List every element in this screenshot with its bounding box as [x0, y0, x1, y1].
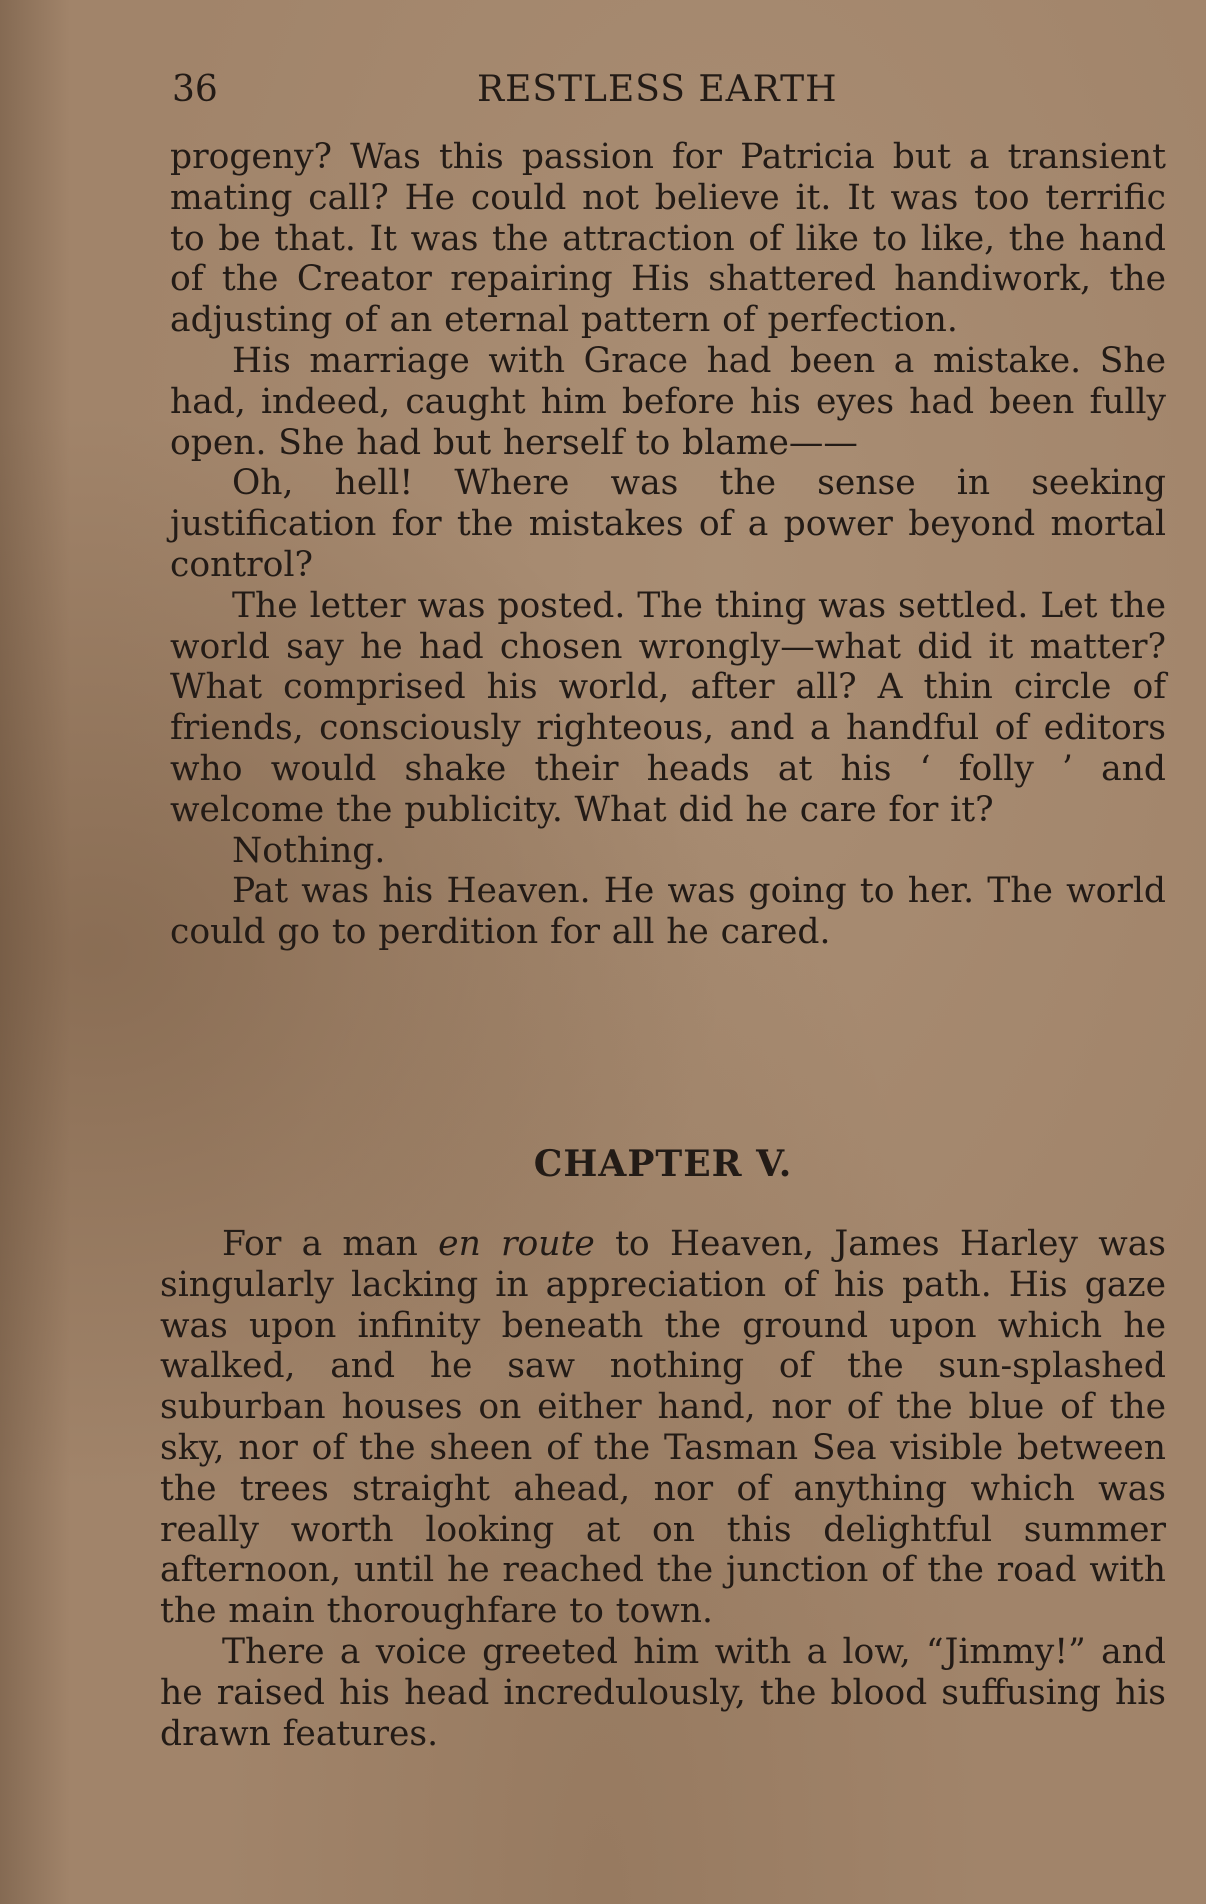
- chapter-heading: CHAPTER V.: [533, 1143, 793, 1185]
- paragraph-pat-heaven: Pat was his Heaven. He was going to her. The world could go to perdition for all he cared.: [170, 871, 1166, 953]
- running-title: RESTLESS EARTH: [477, 69, 838, 110]
- running-head: [172, 66, 1172, 114]
- chapter-paragraph-1-start: For a man: [222, 1224, 439, 1264]
- chapter-paragraph-2: There a voice greeted him with a low, “Jimmy!” and he raised his head incredulously, the blood suffusing his drawn features.: [160, 1631, 1166, 1754]
- italic-en-route: en route: [438, 1224, 595, 1264]
- chapter-paragraph-1-rest: to Heaven, James Harley was singularly lacking in appreciation of his path. His gaze was upon infinity beneath the ground upon which he walked, and he saw nothing of the sun-splashed suburban houses on either hand, nor of the blue of the sky, nor of the sheen of the Tasman Sea visible between the trees straight ahead, nor of anything which was really worth looking at on this delightful summer afternoon, until he reached the junction of the road with the main thoroughfare to town.: [160, 1224, 1167, 1632]
- page-edge-shadow: [0, 0, 70, 1904]
- paragraph-nothing: Nothing.: [232, 830, 386, 871]
- chapter-paragraph-1: [160, 1224, 1166, 1632]
- paragraph-letter-posted: The letter was posted. The thing was settled. Let the world say he had chosen wrongly—what did it matter? What comprised his world, after all? A thin circle of friends, consciously righteous, and a handful of editors who would shake their heads at his ‘ folly ’ and welcome the publicity. What did he care for it?: [170, 585, 1166, 830]
- body-text: [170, 137, 1166, 953]
- paragraph-marriage: His marriage with Grace had been a mistake. She had, indeed, caught him before his eyes had been fully open. She had but herself to blame——: [170, 340, 1166, 463]
- paragraph-continuation: progeny? Was this passion for Patricia but a transient mating call? He could not believe it. It was too terrific to be that. It was the attraction of like to like, the hand of the Creator repairing His shattered handiwork, the adjusting of an eternal pattern of perfection.: [170, 137, 1166, 341]
- chapter-section: [160, 1140, 1166, 1754]
- paragraph-oh-hell: Oh, hell! Where was the sense in seeking justification for the mistakes of a power beyond mortal control?: [170, 463, 1166, 585]
- page-number: 36: [172, 69, 218, 110]
